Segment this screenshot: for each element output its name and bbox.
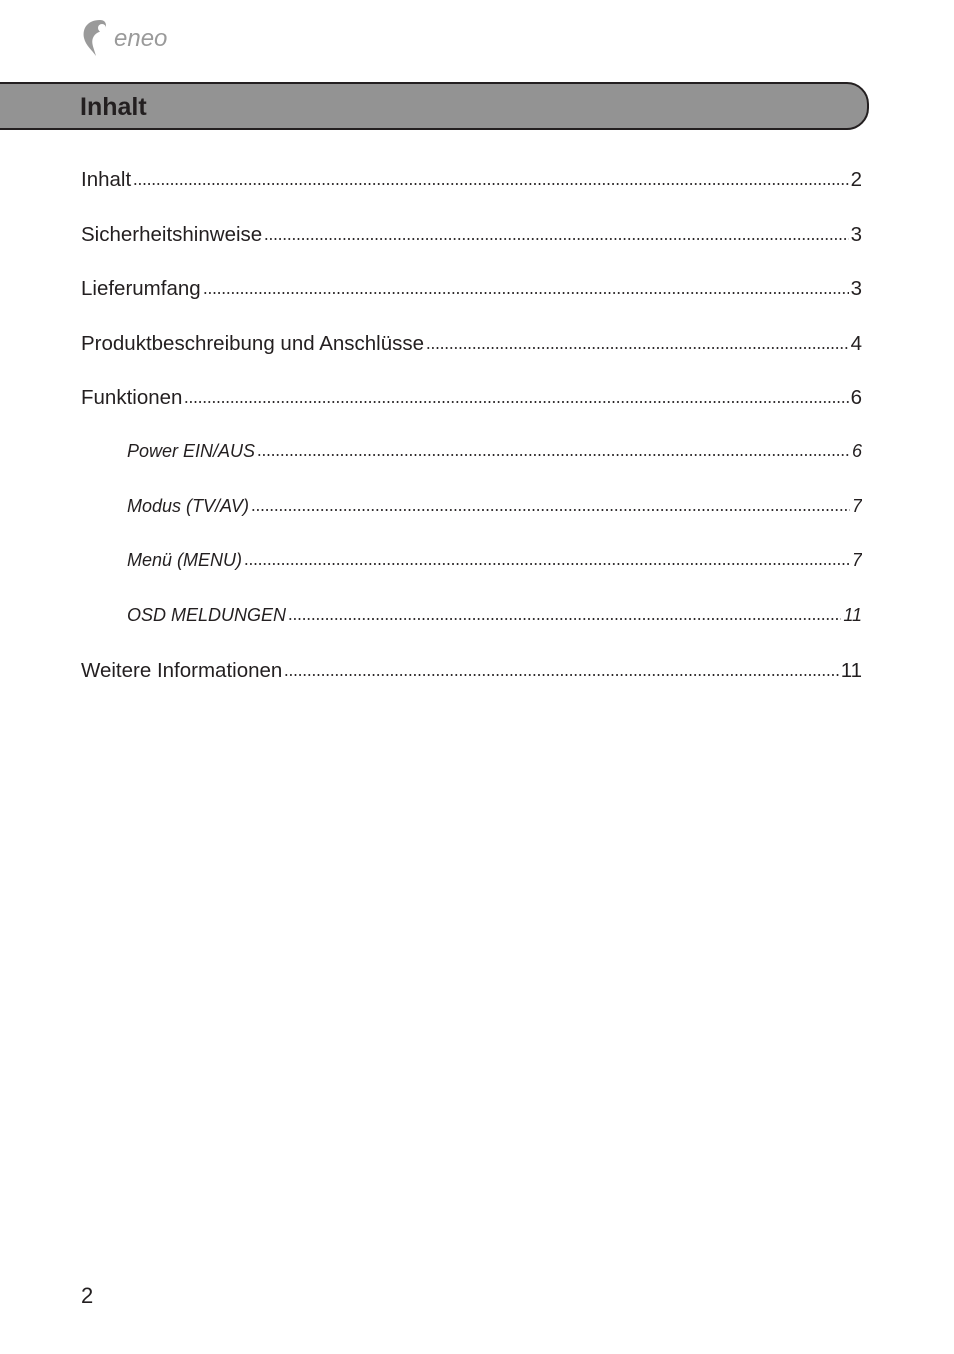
- toc-entry-page: 11: [843, 604, 862, 625]
- toc-entry-page: 3: [850, 222, 862, 246]
- toc-dot-leader: [244, 562, 850, 566]
- toc-entry-title: Sicherheitshinweise: [81, 222, 263, 246]
- toc-entry[interactable]: [81, 441, 862, 496]
- toc-entry-title: Modus (TV/AV): [127, 495, 250, 516]
- table-of-contents: [81, 168, 862, 714]
- toc-entry-page: 11: [840, 659, 862, 683]
- toc-dot-leader: [257, 453, 850, 457]
- toc-entry[interactable]: [81, 550, 862, 605]
- eneo-logo-dot-icon: [98, 24, 106, 32]
- toc-entry-title: Menü (MENU): [127, 550, 243, 571]
- toc-entry-title: Weitere Informationen: [81, 659, 283, 683]
- toc-entry[interactable]: [81, 496, 862, 551]
- toc-dot-leader: [264, 237, 848, 241]
- toc-entry-title: Funktionen: [81, 386, 183, 410]
- toc-dot-leader: [251, 508, 850, 512]
- toc-entry-page: 3: [850, 277, 862, 301]
- toc-entry[interactable]: [81, 386, 862, 441]
- toc-entry-title: Power EIN/AUS: [127, 440, 256, 461]
- toc-entry-page: 4: [850, 331, 862, 355]
- page-number: 2: [81, 1283, 94, 1308]
- toc-dot-leader: [284, 673, 838, 677]
- toc-dot-leader: [203, 291, 849, 295]
- eneo-logo-text: eneo: [114, 25, 168, 52]
- toc-entry-page: 7: [851, 495, 862, 516]
- eneo-logo: [80, 16, 190, 60]
- page-title: Inhalt: [80, 93, 147, 121]
- toc-entry[interactable]: [81, 605, 862, 660]
- toc-entry-page: 7: [851, 550, 862, 571]
- toc-dot-leader: [184, 400, 848, 404]
- toc-entry[interactable]: [81, 332, 862, 387]
- toc-dot-leader: [288, 617, 841, 621]
- toc-dot-leader: [426, 346, 849, 350]
- toc-dot-leader: [133, 182, 848, 186]
- toc-entry[interactable]: [81, 168, 862, 223]
- toc-entry-title: Inhalt: [81, 168, 132, 191]
- toc-entry[interactable]: [81, 659, 862, 714]
- toc-entry[interactable]: [81, 223, 862, 278]
- toc-entry-title: Lieferumfang: [81, 277, 201, 301]
- toc-entry[interactable]: [81, 277, 862, 332]
- toc-entry-page: 6: [851, 440, 862, 461]
- toc-entry-page: 2: [850, 168, 862, 191]
- toc-entry-title: Produktbeschreibung und Anschlüsse: [81, 331, 425, 355]
- toc-entry-page: 6: [850, 386, 862, 410]
- toc-entry-title: OSD MELDUNGEN: [127, 604, 287, 625]
